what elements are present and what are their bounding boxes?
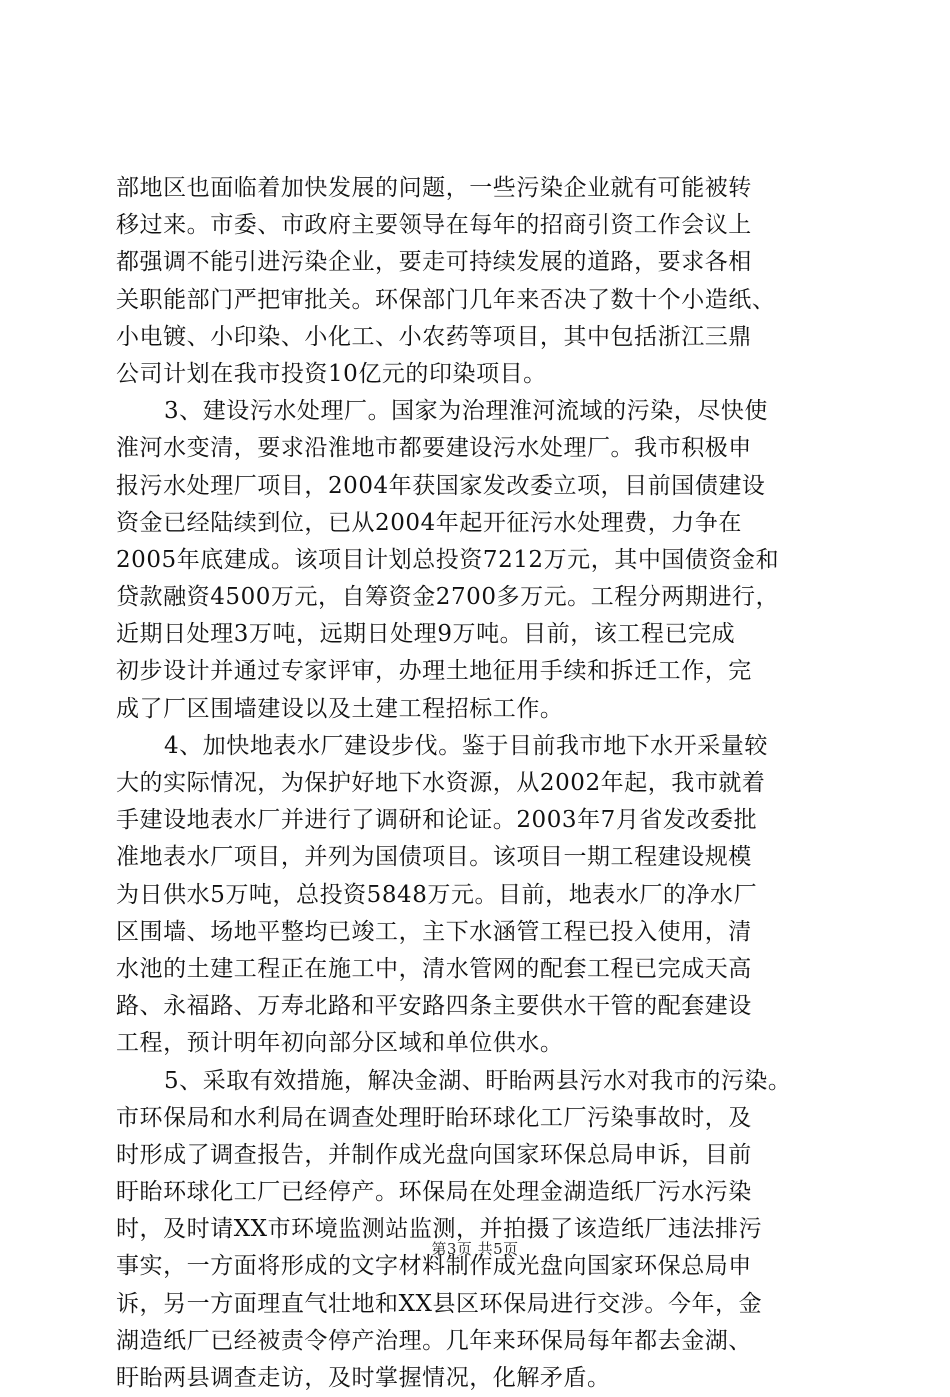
text-line: 为日供水5万吨，总投资5848万元。目前，地表水厂的净水厂: [116, 881, 758, 908]
page-footer: 第3页 共5页: [431, 1240, 519, 1258]
text-line: 工程，预计明年初向部分区域和单位供水。: [116, 1030, 564, 1057]
text-line: 大的实际情况，为保护好地下水资源，从2002年起，我市就着: [116, 770, 766, 796]
text-line: 近期日处理3万吨，远期日处理9万吨。目前，该工程已完成: [116, 621, 736, 648]
text-line: 市环保局和水利局在调查处理盱眙环球化工厂污染事故时，及: [116, 1104, 752, 1131]
text-line: 时形成了调查报告，并制作成光盘向国家环保总局申诉，目前: [116, 1141, 752, 1168]
text-line: 手建设地表水厂并进行了调研和论证。2003年7月省发改委批: [116, 807, 758, 834]
paragraph-first-line: 3、建设污水处理厂。国家为治理淮河流域的污染，尽快使: [164, 398, 768, 425]
text-line: 诉，另一方面理直气壮地和XX县区环保局进行交涉。今年，金: [116, 1290, 763, 1317]
text-line: 公司计划在我市投资10亿元的印染项目。: [116, 360, 547, 387]
text-line: 淮河水变清，要求沿淮地市都要建设污水处理厂。我市积极申: [116, 435, 752, 462]
text-line: 都强调不能引进污染企业，要走可持续发展的道路，要求各相: [116, 249, 752, 276]
text-line: 小电镀、小印染、小化工、小农药等项目，其中包括浙江三鼎: [116, 323, 752, 350]
text-line: 时，及时请XX市环境监测站监测，并拍摄了该造纸厂违法排污: [116, 1216, 763, 1243]
text-line: 准地表水厂项目，并列为国债项目。该项目一期工程建设规模: [116, 844, 752, 871]
text-line: 湖造纸厂已经被责令停产治理。几年来环保局每年都去金湖、: [116, 1327, 752, 1354]
text-line: 区围墙、场地平整均已竣工，主下水涵管工程已投入使用，清: [116, 918, 752, 945]
text-line: 关职能部门严把审批关。环保部门几年来否决了数十个小造纸、: [116, 286, 776, 313]
text-line: 成了厂区围墙建设以及土建工程招标工作。: [116, 695, 564, 722]
text-line: 2005年底建成。该项目计划总投资7212万元，其中国债资金和: [116, 546, 780, 573]
text-line: 资金已经陆续到位，已从2004年起开征污水处理费，力争在: [116, 509, 742, 536]
text-line: 报污水处理厂项目，2004年获国家发改委立项，目前国债建设: [116, 472, 766, 499]
paragraph-first-line: 4、加快地表水厂建设步伐。鉴于目前我市地下水开采量较: [164, 732, 768, 759]
paragraph-first-line: 5、采取有效措施，解决金湖、盱眙两县污水对我市的污染。: [164, 1067, 792, 1094]
text-line: 贷款融资4500万元，自筹资金2700多万元。工程分两期进行，: [116, 584, 780, 611]
text-line: 初步设计并通过专家评审，办理土地征用手续和拆迁工作，完: [116, 658, 752, 685]
body-text: [116, 170, 841, 1397]
text-line: 路、永福路、万寿北路和平安路四条主要供水干管的配套建设: [116, 993, 752, 1020]
text-line: 盱眙环球化工厂已经停产。环保局在处理金湖造纸厂污水污染: [116, 1179, 752, 1206]
text-line: 盱眙两县调查走访，及时掌握情况，化解矛盾。: [116, 1365, 611, 1391]
text-line: 部地区也面临着加快发展的问题，一些污染企业就有可能被转: [116, 175, 752, 201]
text-line: 事实，一方面将形成的文字材料制作成光盘向国家环保总局申: [116, 1253, 752, 1280]
text-line: 移过来。市委、市政府主要领导在每年的招商引资工作会议上: [116, 212, 752, 239]
text-line: 水池的土建工程正在施工中，清水管网的配套工程已完成天高: [116, 955, 752, 982]
